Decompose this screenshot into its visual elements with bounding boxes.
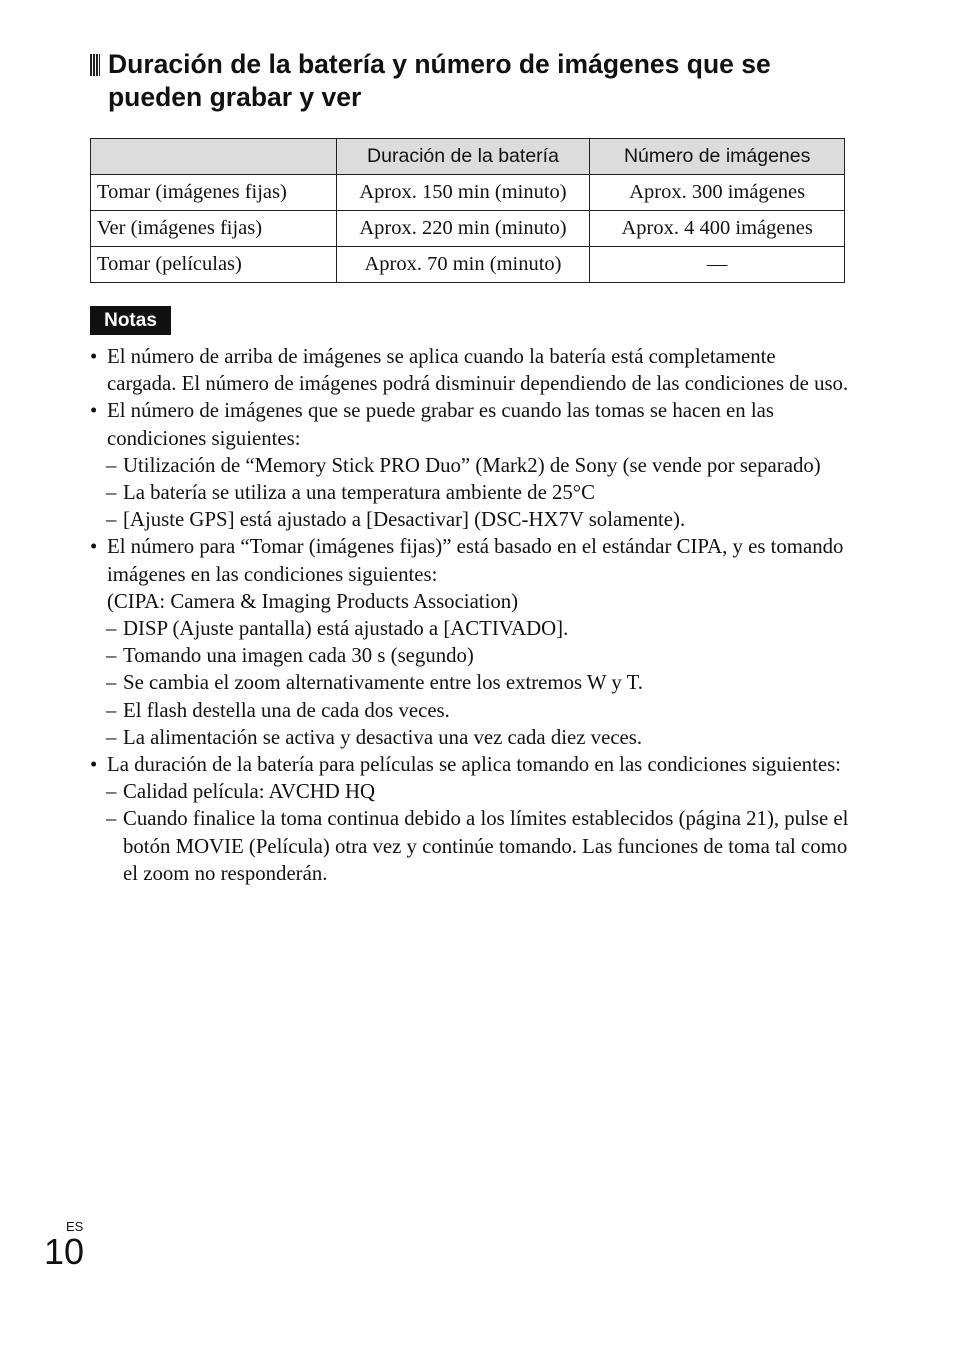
heading-line-2: pueden grabar y ver bbox=[108, 82, 362, 112]
bullet-mark: • bbox=[90, 345, 98, 368]
note-subtext: Tomando una imagen cada 30 s (segundo) bbox=[123, 644, 474, 668]
note-paragraph: (CIPA: Camera & Imaging Products Association) bbox=[107, 589, 519, 613]
dash-mark: – bbox=[106, 508, 117, 532]
note-subtext: DISP (Ajuste pantalla) está ajustado a [ACTIVADO]. bbox=[123, 617, 569, 641]
table-cell: Aprox. 4 400 imágenes bbox=[590, 211, 845, 247]
table-header-cell: Duración de la batería bbox=[336, 139, 590, 175]
table-row bbox=[91, 175, 845, 211]
note-item bbox=[90, 343, 850, 397]
dash-mark: – bbox=[106, 807, 117, 831]
bullet-mark: • bbox=[90, 535, 98, 559]
dash-mark: – bbox=[106, 644, 117, 668]
note-item bbox=[90, 751, 850, 778]
note-subitem bbox=[90, 452, 850, 479]
dash-mark: – bbox=[106, 453, 117, 477]
note-subtext: La alimentación se activa y desactiva una vez cada diez veces. bbox=[123, 725, 643, 749]
table-row bbox=[91, 211, 845, 247]
notes-badge: Notas bbox=[90, 306, 171, 335]
section-heading bbox=[90, 48, 870, 114]
language-code: ES bbox=[66, 1219, 84, 1234]
note-text: El número de imágenes que se puede grabar es cuando las tomas se hacen en las condiciones siguientes: bbox=[107, 399, 774, 450]
bullet-mark: • bbox=[90, 753, 98, 777]
note-subtext: El flash destella una de cada dos veces. bbox=[123, 698, 450, 722]
note-subtext: Calidad película: AVCHD HQ bbox=[123, 780, 376, 804]
note-item bbox=[90, 397, 850, 451]
table-cell: Aprox. 70 min (minuto) bbox=[336, 247, 590, 283]
heading-line-1: Duración de la batería y número de imágenes que se bbox=[108, 49, 771, 79]
table-row bbox=[91, 247, 845, 283]
table-cell: Aprox. 300 imágenes bbox=[590, 175, 845, 211]
dash-mark: – bbox=[106, 725, 117, 749]
table-cell: Ver (imágenes fijas) bbox=[91, 211, 337, 247]
note-subitem bbox=[90, 778, 850, 805]
notes-list bbox=[90, 343, 850, 887]
dash-mark: – bbox=[106, 671, 117, 695]
note-subitem bbox=[90, 479, 850, 506]
page-number: 10 bbox=[44, 1231, 85, 1272]
dash-mark: – bbox=[106, 617, 117, 641]
note-text: El número de arriba de imágenes se aplica cuando la batería está completamente cargada. El número de imágenes podrá disminuir dependiendo de las condiciones de uso. bbox=[107, 345, 849, 396]
table-cell: Tomar (imágenes fijas) bbox=[91, 175, 337, 211]
table-cell: Aprox. 220 min (minuto) bbox=[336, 211, 590, 247]
table-cell: Aprox. 150 min (minuto) bbox=[336, 175, 590, 211]
note-subtext: La batería se utiliza a una temperatura ambiente de 25°C bbox=[123, 481, 595, 505]
note-subitem bbox=[90, 697, 850, 724]
table-header-row bbox=[91, 139, 845, 175]
dash-mark: – bbox=[106, 780, 117, 804]
note-subitem bbox=[90, 615, 850, 642]
note-subitem bbox=[90, 506, 850, 533]
note-subitem bbox=[90, 642, 850, 669]
note-subtext: [Ajuste GPS] está ajustado a [Desactivar] (DSC-HX7V solamente). bbox=[123, 508, 686, 532]
battery-table bbox=[90, 138, 845, 283]
table-header-cell: Número de imágenes bbox=[590, 139, 845, 175]
note-subtext: Utilización de “Memory Stick PRO Duo” (Mark2) de Sony (se vende por separado) bbox=[123, 453, 821, 477]
table-header-cell bbox=[91, 139, 337, 175]
table-cell: — bbox=[590, 247, 845, 283]
table-cell: Tomar (películas) bbox=[91, 247, 337, 283]
dash-mark: – bbox=[106, 698, 117, 722]
note-item bbox=[90, 533, 850, 587]
note-subtext: Cuando finalice la toma continua debido a los límites establecidos (página 21), pulse el botón MOVIE (Película) otra vez y continúe tomando. Las funciones de toma tal como el zoom no responderán. bbox=[123, 807, 849, 885]
note-subitem bbox=[90, 724, 850, 751]
note-subitem bbox=[90, 805, 850, 887]
note-text: El número para “Tomar (imágenes fijas)” está basado en el estándar CIPA, y es tomando imágenes en las condiciones siguientes: bbox=[107, 535, 844, 586]
heading-marker-icon bbox=[90, 54, 100, 76]
note-text: La duración de la batería para películas se aplica tomando en las condiciones siguientes: bbox=[107, 753, 841, 777]
note-subitem bbox=[90, 669, 850, 696]
note-subtext: Se cambia el zoom alternativamente entre los extremos W y T. bbox=[123, 671, 643, 695]
dash-mark: – bbox=[106, 481, 117, 505]
bullet-mark: • bbox=[90, 399, 98, 423]
